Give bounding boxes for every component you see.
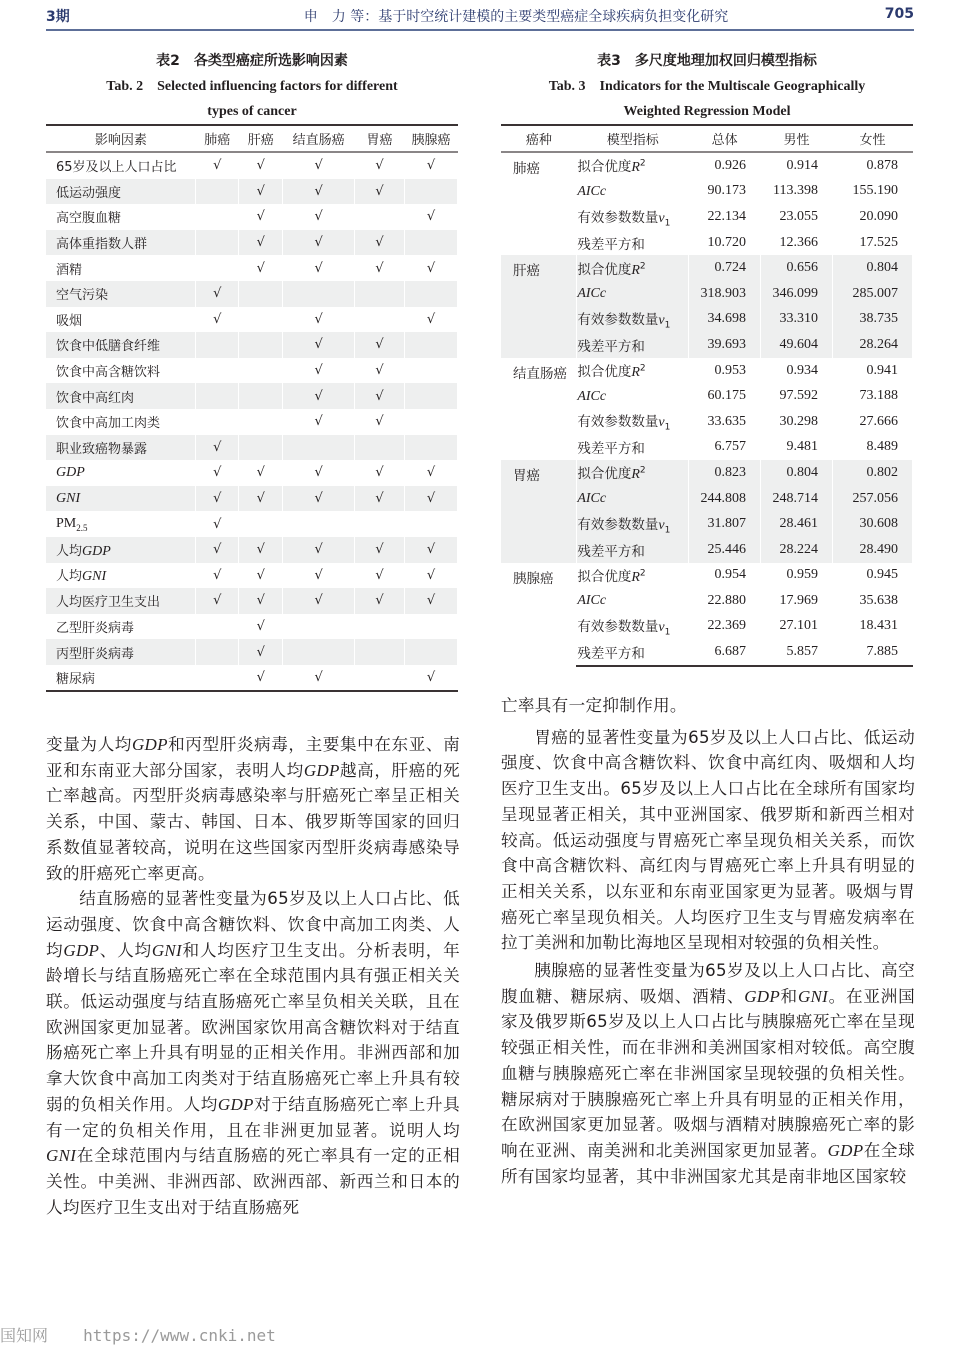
table2-row xyxy=(46,383,458,409)
check-mark-icon: √ xyxy=(239,152,283,179)
issue-number: 3期 xyxy=(46,9,70,25)
table3-caption-en-line1: Tab. 3 Indicators for the Multiscale Geographically xyxy=(548,79,866,94)
cancer-type-label: 肝癌 xyxy=(501,255,577,357)
check-mark-icon: √ xyxy=(283,332,355,358)
cancer-type-label: 胃癌 xyxy=(501,460,577,562)
table3-caption-en-line2: Weighted Regression Model xyxy=(623,104,791,119)
value-male: 346.099 xyxy=(761,281,833,307)
value-male: 17.969 xyxy=(761,588,833,614)
value-total: 25.446 xyxy=(689,537,761,563)
value-total: 60.175 xyxy=(689,383,761,409)
empty-cell xyxy=(405,435,458,461)
value-male: 12.366 xyxy=(761,230,833,256)
factor-label: 乙型肝炎病毒 xyxy=(46,614,196,640)
table2-row xyxy=(46,179,458,205)
metric-label: 有效参数数量$v_1$ xyxy=(577,511,689,537)
check-mark-icon: √ xyxy=(239,179,283,205)
empty-cell xyxy=(239,511,283,537)
factor-label: 65岁及以上人口占比 xyxy=(46,152,196,179)
check-mark-icon: √ xyxy=(405,537,458,563)
metric-label: AICc xyxy=(577,383,689,409)
value-female: 257.056 xyxy=(833,486,913,512)
table2-row xyxy=(46,307,458,333)
check-mark-icon: √ xyxy=(405,307,458,333)
value-total: 0.926 xyxy=(689,152,761,179)
factor-label: 人均医疗卫生支出 xyxy=(46,588,196,614)
check-mark-icon: √ xyxy=(355,179,405,205)
check-mark-icon: √ xyxy=(239,639,283,665)
value-total: 34.698 xyxy=(689,307,761,333)
check-mark-icon: √ xyxy=(239,230,283,256)
value-male: 33.310 xyxy=(761,307,833,333)
factor-label: 糖尿病 xyxy=(46,665,196,692)
metric-label: 残差平方和 xyxy=(577,537,689,563)
empty-cell xyxy=(196,230,239,256)
check-mark-icon: √ xyxy=(355,383,405,409)
check-mark-icon: √ xyxy=(196,563,239,589)
metric-label: 残差平方和 xyxy=(577,639,689,666)
value-male: 0.804 xyxy=(761,460,833,486)
value-male: 23.055 xyxy=(761,204,833,230)
check-mark-icon: √ xyxy=(239,614,283,640)
table2-row xyxy=(46,537,458,563)
check-mark-icon: √ xyxy=(196,460,239,486)
table2-caption-en-line2: types of cancer xyxy=(207,104,297,119)
check-mark-icon: √ xyxy=(283,307,355,333)
metric-label: 拟合优度$R^2$ xyxy=(577,563,689,589)
table2-col-liver: 肝癌 xyxy=(239,125,283,152)
check-mark-icon: √ xyxy=(239,665,283,692)
table2-row xyxy=(46,639,458,665)
empty-cell xyxy=(405,409,458,435)
empty-cell xyxy=(355,204,405,230)
table2-row xyxy=(46,588,458,614)
value-female: 0.941 xyxy=(833,358,913,384)
check-mark-icon: √ xyxy=(355,152,405,179)
check-mark-icon: √ xyxy=(239,588,283,614)
check-mark-icon: √ xyxy=(239,537,283,563)
metric-label: AICc xyxy=(577,179,689,205)
check-mark-icon: √ xyxy=(355,563,405,589)
metric-label: 残差平方和 xyxy=(577,435,689,461)
paragraph-liver-cont: 变量为人均GDP和丙型肝炎病毒，主要集中在东亚、南亚和东南亚大部分国家，表明人均GDP越高，肝癌的死亡率越高。丙型肝炎病毒感染率与肝癌死亡率呈正相关关系，中国、蒙古、韩国、日本、俄罗斯等国家的回归系数值显著较高，说明在这些国家丙型肝炎病毒感染导致的肝癌死亡率更高。 xyxy=(46,735,461,883)
metric-label: 拟合优度$R^2$ xyxy=(577,255,689,281)
empty-cell xyxy=(355,639,405,665)
check-mark-icon: √ xyxy=(283,255,355,281)
factor-label: GNI xyxy=(46,486,196,512)
value-male: 28.461 xyxy=(761,511,833,537)
value-male: 0.656 xyxy=(761,255,833,281)
value-female: 73.188 xyxy=(833,383,913,409)
factor-label: 人均GNI xyxy=(46,563,196,589)
check-mark-icon: √ xyxy=(355,537,405,563)
check-mark-icon: √ xyxy=(405,152,458,179)
factor-label: 饮食中高红肉 xyxy=(46,383,196,409)
empty-cell xyxy=(196,409,239,435)
empty-cell xyxy=(239,307,283,333)
check-mark-icon: √ xyxy=(239,486,283,512)
table2-caption-cn: 表2 各类型癌症所选影响因素 xyxy=(156,53,348,69)
value-female: 7.885 xyxy=(833,639,913,666)
value-female: 35.638 xyxy=(833,588,913,614)
table3-caption-cn: 表3 多尺度地理加权回归模型指标 xyxy=(597,53,817,69)
table3-block xyxy=(501,48,913,667)
empty-cell xyxy=(239,435,283,461)
value-female: 0.804 xyxy=(833,255,913,281)
table3-header-row xyxy=(501,125,913,152)
empty-cell xyxy=(196,383,239,409)
check-mark-icon: √ xyxy=(283,537,355,563)
check-mark-icon: √ xyxy=(405,204,458,230)
table2-row xyxy=(46,204,458,230)
empty-cell xyxy=(355,281,405,307)
running-header xyxy=(46,4,914,26)
factor-label: 职业致癌物暴露 xyxy=(46,435,196,461)
table3-row xyxy=(501,152,913,179)
watermark-site-name: 国知网 xyxy=(0,1326,49,1345)
value-total: 318.903 xyxy=(689,281,761,307)
empty-cell xyxy=(405,179,458,205)
body-text-right xyxy=(501,693,915,1189)
running-title: 申 力 等：基于时空统计建模的主要类型癌症全球疾病负担变化研究 xyxy=(303,9,729,25)
check-mark-icon: √ xyxy=(355,230,405,256)
check-mark-icon: √ xyxy=(355,460,405,486)
empty-cell xyxy=(283,435,355,461)
value-female: 28.264 xyxy=(833,332,913,358)
paragraph-colorectal-cont: 亡率具有一定抑制作用。 xyxy=(501,696,687,715)
factor-label: 人均GDP xyxy=(46,537,196,563)
value-male: 27.101 xyxy=(761,614,833,640)
check-mark-icon: √ xyxy=(239,460,283,486)
table2-row xyxy=(46,435,458,461)
check-mark-icon: √ xyxy=(355,332,405,358)
check-mark-icon: √ xyxy=(283,204,355,230)
check-mark-icon: √ xyxy=(283,409,355,435)
empty-cell xyxy=(405,639,458,665)
value-female: 20.090 xyxy=(833,204,913,230)
empty-cell xyxy=(405,614,458,640)
value-male: 9.481 xyxy=(761,435,833,461)
empty-cell xyxy=(196,358,239,384)
value-male: 5.857 xyxy=(761,639,833,666)
value-male: 0.959 xyxy=(761,563,833,589)
value-female: 155.190 xyxy=(833,179,913,205)
value-female: 0.878 xyxy=(833,152,913,179)
paragraph-stomach: 胃癌的显著性变量为65岁及以上人口占比、低运动强度、饮食中高含糖饮料、饮食中高红肉、吸烟和人均医疗卫生支出。65岁及以上人口占比在全球所有国家均呈现显著正相关，其中亚洲国家、俄罗斯和新西兰相对较高。低运动强度与胃癌死亡率呈现负相关关系，而饮食中高含糖饮料、高红肉与胃癌死亡率上升具有明显的正相关关系，以东亚和东南亚国家更为显著。吸烟与胃癌死亡率呈现负相关。人均医疗卫生支与胃癌发病率在拉丁美洲和加勒比海地区呈现相对较强的负相关性。 xyxy=(501,727,915,953)
table3-row xyxy=(501,563,913,589)
value-total: 0.823 xyxy=(689,460,761,486)
metric-label: 残差平方和 xyxy=(577,230,689,256)
cancer-type-label: 胰腺癌 xyxy=(501,563,577,666)
empty-cell xyxy=(405,383,458,409)
empty-cell xyxy=(355,307,405,333)
cancer-type-label: 肺癌 xyxy=(501,152,577,255)
empty-cell xyxy=(239,281,283,307)
value-total: 22.134 xyxy=(689,204,761,230)
table2-row xyxy=(46,511,458,537)
check-mark-icon: √ xyxy=(196,307,239,333)
value-female: 18.431 xyxy=(833,614,913,640)
metric-label: 残差平方和 xyxy=(577,332,689,358)
value-total: 0.953 xyxy=(689,358,761,384)
check-mark-icon: √ xyxy=(196,152,239,179)
table2-row xyxy=(46,255,458,281)
value-male: 113.398 xyxy=(761,179,833,205)
empty-cell xyxy=(355,614,405,640)
check-mark-icon: √ xyxy=(355,358,405,384)
table2-row xyxy=(46,460,458,486)
factor-label: GDP xyxy=(46,460,196,486)
check-mark-icon: √ xyxy=(196,435,239,461)
empty-cell xyxy=(405,281,458,307)
value-female: 27.666 xyxy=(833,409,913,435)
value-male: 28.224 xyxy=(761,537,833,563)
empty-cell xyxy=(283,511,355,537)
table2-col-lung: 肺癌 xyxy=(196,125,239,152)
table3-col-total: 总体 xyxy=(689,125,761,152)
value-total: 0.724 xyxy=(689,255,761,281)
value-total: 22.369 xyxy=(689,614,761,640)
check-mark-icon: √ xyxy=(196,511,239,537)
empty-cell xyxy=(239,332,283,358)
factor-label: 空气污染 xyxy=(46,281,196,307)
empty-cell xyxy=(239,409,283,435)
table2-row xyxy=(46,665,458,692)
value-female: 30.608 xyxy=(833,511,913,537)
value-total: 0.954 xyxy=(689,563,761,589)
table3-col-metric: 模型指标 xyxy=(577,125,689,152)
factor-label: $PM_{2.5}$ xyxy=(46,511,196,537)
factor-label: 酒精 xyxy=(46,255,196,281)
metric-label: 拟合优度$R^2$ xyxy=(577,152,689,179)
metric-label: AICc xyxy=(577,588,689,614)
value-total: 244.808 xyxy=(689,486,761,512)
table3 xyxy=(501,124,913,667)
body-text-left xyxy=(46,732,460,1220)
metric-label: AICc xyxy=(577,281,689,307)
value-total: 10.720 xyxy=(689,230,761,256)
check-mark-icon: √ xyxy=(239,255,283,281)
table2-col-pancreas: 胰腺癌 xyxy=(405,125,458,152)
empty-cell xyxy=(196,179,239,205)
metric-label: 有效参数数量$v_1$ xyxy=(577,409,689,435)
value-female: 285.007 xyxy=(833,281,913,307)
value-total: 39.693 xyxy=(689,332,761,358)
empty-cell xyxy=(239,383,283,409)
value-total: 22.880 xyxy=(689,588,761,614)
table3-row xyxy=(501,255,913,281)
value-female: 28.490 xyxy=(833,537,913,563)
value-male: 248.714 xyxy=(761,486,833,512)
table2-col-colorectal: 结直肠癌 xyxy=(283,125,355,152)
factor-label: 高空腹血糖 xyxy=(46,204,196,230)
paragraph-pancreas: 胰腺癌的显著性变量为65岁及以上人口占比、高空腹血糖、糖尿病、吸烟、酒精、GDP和GNI。在亚洲国家及俄罗斯65岁及以上人口占比与胰腺癌死亡率在呈现较强正相关性，而在非洲和美洲国家相对较低。高空腹血糖与胰腺癌死亡率在非洲国家呈现较强的负相关性。糖尿病对于胰腺癌死亡率上升具有明显的正相关作用，在欧洲国家更加显著。吸烟与酒精对胰腺癌死亡率的影响在亚洲、南美洲和北美洲国家更加显著。GDP在全球所有国家均显著，其中非洲国家尤其是南非地区国家较 xyxy=(501,961,916,1186)
check-mark-icon: √ xyxy=(405,486,458,512)
metric-label: 拟合优度$R^2$ xyxy=(577,358,689,384)
paragraph-colorectal: 结直肠癌的显著性变量为65岁及以上人口占比、低运动强度、饮食中高含糖饮料、饮食中高加工肉类、人均GDP、人均GNI和人均医疗卫生支出。分析表明，年龄增长与结直肠癌死亡率在全球范围内具有强正相关关联。低运动强度与结直肠癌死亡率呈负相关关联，且在欧洲国家更加显著。欧洲国家饮用高含糖饮料对于结直肠癌死亡率上升具有明显的正相关作用。非洲西部和加拿大饮食中高加工肉类对于结直肠癌死亡率上升具有较弱的负相关作用。人均GDP对于结直肠癌死亡率上升具有一定的负相关作用，且在非洲更加显著。说明人均GNI在全球范围内与结直肠癌的死亡率具有一定的正相关性。中美洲、非洲西部、欧洲西部、新西兰和日本的人均医疗卫生支出对于结直肠癌死 xyxy=(46,889,460,1217)
value-female: 0.802 xyxy=(833,460,913,486)
cancer-type-label: 结直肠癌 xyxy=(501,358,577,460)
value-male: 97.592 xyxy=(761,383,833,409)
empty-cell xyxy=(283,639,355,665)
table2-block xyxy=(46,48,458,692)
empty-cell xyxy=(355,435,405,461)
empty-cell xyxy=(283,281,355,307)
empty-cell xyxy=(196,204,239,230)
check-mark-icon: √ xyxy=(196,588,239,614)
table2-col-factor: 影响因素 xyxy=(46,125,196,152)
value-total: 90.173 xyxy=(689,179,761,205)
empty-cell xyxy=(405,230,458,256)
check-mark-icon: √ xyxy=(283,665,355,692)
table3-row xyxy=(501,460,913,486)
check-mark-icon: √ xyxy=(196,537,239,563)
value-female: 17.525 xyxy=(833,230,913,256)
metric-label: 有效参数数量$v_1$ xyxy=(577,204,689,230)
check-mark-icon: √ xyxy=(355,409,405,435)
table2-col-stomach: 胃癌 xyxy=(355,125,405,152)
metric-label: 拟合优度$R^2$ xyxy=(577,460,689,486)
footer-watermark xyxy=(0,1323,276,1346)
check-mark-icon: √ xyxy=(283,152,355,179)
value-male: 49.604 xyxy=(761,332,833,358)
check-mark-icon: √ xyxy=(196,486,239,512)
factor-label: 饮食中低膳食纤维 xyxy=(46,332,196,358)
check-mark-icon: √ xyxy=(283,179,355,205)
check-mark-icon: √ xyxy=(283,588,355,614)
table2-row xyxy=(46,409,458,435)
table2-row xyxy=(46,230,458,256)
metric-label: 有效参数数量$v_1$ xyxy=(577,307,689,333)
empty-cell xyxy=(196,255,239,281)
table3-col-female: 女性 xyxy=(833,125,913,152)
check-mark-icon: √ xyxy=(405,588,458,614)
empty-cell xyxy=(405,511,458,537)
check-mark-icon: √ xyxy=(355,588,405,614)
table2-row xyxy=(46,358,458,384)
factor-label: 饮食中高加工肉类 xyxy=(46,409,196,435)
check-mark-icon: √ xyxy=(283,486,355,512)
factor-label: 饮食中高含糖饮料 xyxy=(46,358,196,384)
check-mark-icon: √ xyxy=(239,204,283,230)
check-mark-icon: √ xyxy=(405,255,458,281)
table3-col-cancer: 癌种 xyxy=(501,125,577,152)
table2-row xyxy=(46,614,458,640)
value-male: 0.914 xyxy=(761,152,833,179)
factor-label: 高体重指数人群 xyxy=(46,230,196,256)
empty-cell xyxy=(405,358,458,384)
table2 xyxy=(46,124,458,692)
check-mark-icon: √ xyxy=(405,665,458,692)
table3-col-male: 男性 xyxy=(761,125,833,152)
table2-row xyxy=(46,281,458,307)
table2-header-row xyxy=(46,125,458,152)
table2-row xyxy=(46,563,458,589)
check-mark-icon: √ xyxy=(283,460,355,486)
check-mark-icon: √ xyxy=(355,255,405,281)
check-mark-icon: √ xyxy=(405,563,458,589)
factor-label: 吸烟 xyxy=(46,307,196,333)
check-mark-icon: √ xyxy=(283,230,355,256)
empty-cell xyxy=(355,511,405,537)
value-male: 0.934 xyxy=(761,358,833,384)
table2-row xyxy=(46,332,458,358)
page-number: 705 xyxy=(884,6,914,22)
value-female: 8.489 xyxy=(833,435,913,461)
metric-label: 有效参数数量$v_1$ xyxy=(577,614,689,640)
empty-cell xyxy=(196,332,239,358)
table2-row xyxy=(46,152,458,179)
factor-label: 低运动强度 xyxy=(46,179,196,205)
empty-cell xyxy=(196,639,239,665)
check-mark-icon: √ xyxy=(283,383,355,409)
empty-cell xyxy=(355,665,405,692)
check-mark-icon: √ xyxy=(405,460,458,486)
empty-cell xyxy=(239,358,283,384)
empty-cell xyxy=(196,665,239,692)
value-male: 30.298 xyxy=(761,409,833,435)
value-total: 6.757 xyxy=(689,435,761,461)
header-divider xyxy=(46,29,914,31)
value-total: 31.807 xyxy=(689,511,761,537)
table2-row xyxy=(46,486,458,512)
check-mark-icon: √ xyxy=(196,281,239,307)
empty-cell xyxy=(405,332,458,358)
check-mark-icon: √ xyxy=(283,563,355,589)
check-mark-icon: √ xyxy=(283,358,355,384)
value-female: 0.945 xyxy=(833,563,913,589)
watermark-url[interactable]: https://www.cnki.net xyxy=(83,1326,276,1345)
value-total: 33.635 xyxy=(689,409,761,435)
metric-label: AICc xyxy=(577,486,689,512)
check-mark-icon: √ xyxy=(355,486,405,512)
table2-caption-en-line1: Tab. 2 Selected influencing factors for different xyxy=(106,79,398,94)
factor-label: 丙型肝炎病毒 xyxy=(46,639,196,665)
value-female: 38.735 xyxy=(833,307,913,333)
value-total: 6.687 xyxy=(689,639,761,666)
empty-cell xyxy=(196,614,239,640)
empty-cell xyxy=(283,614,355,640)
table3-row xyxy=(501,358,913,384)
check-mark-icon: √ xyxy=(239,563,283,589)
